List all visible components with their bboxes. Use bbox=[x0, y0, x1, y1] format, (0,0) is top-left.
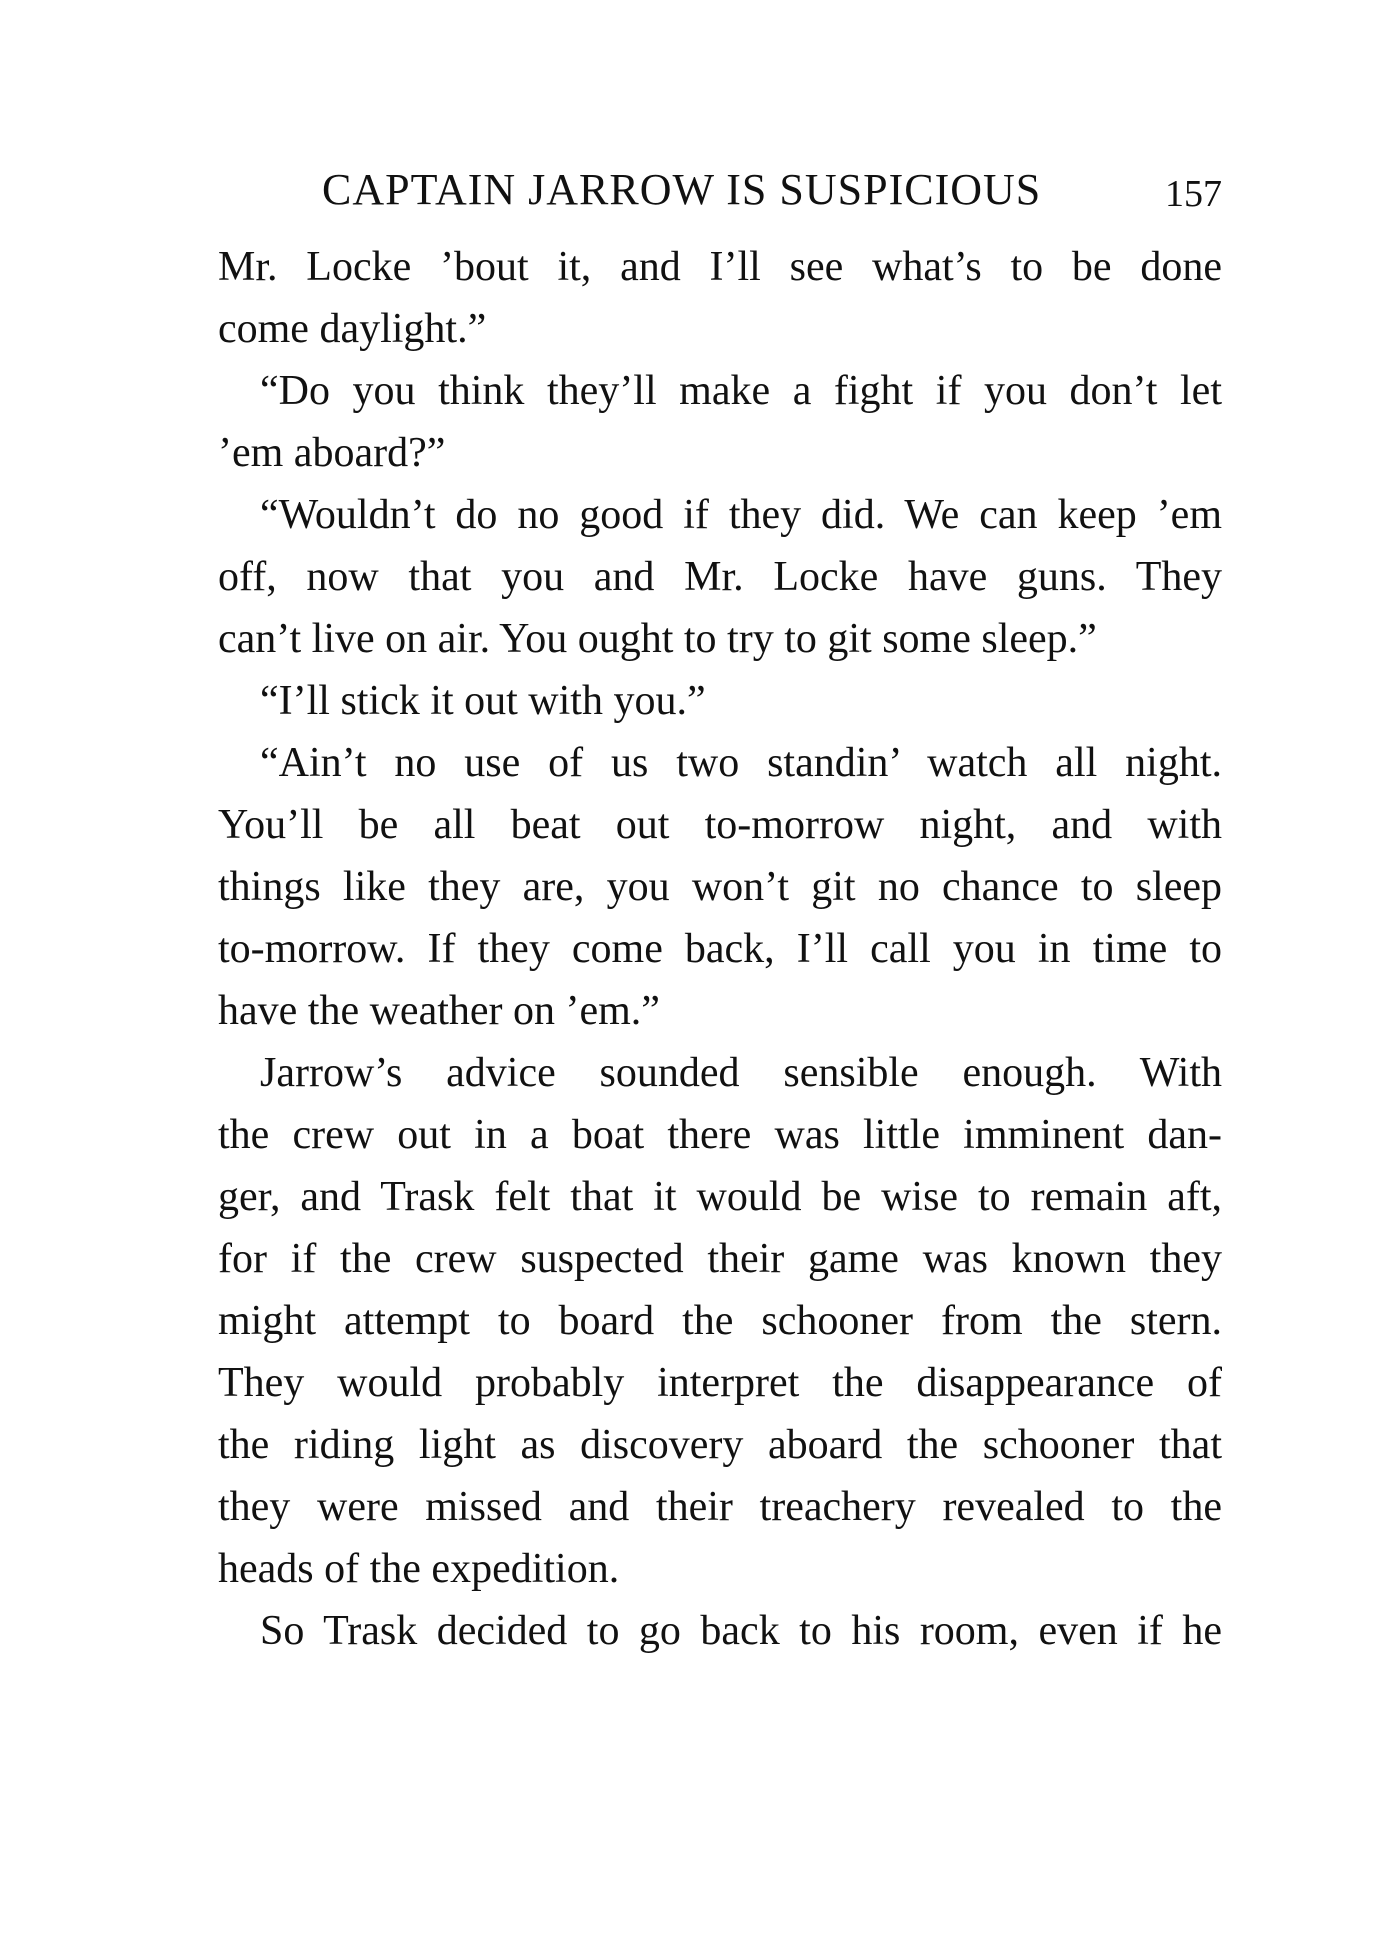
text-line: the riding light as discovery aboard the schooner that bbox=[218, 1422, 1222, 1468]
text-line: have the weather on ’em.” bbox=[218, 988, 660, 1034]
text-line: the crew out in a boat there was little imminent dan- bbox=[218, 1112, 1222, 1158]
text-line: can’t live on air. You ought to try to git some sleep.” bbox=[218, 616, 1097, 662]
text-line: they were missed and their treachery revealed to the bbox=[218, 1484, 1222, 1530]
text-line: come daylight.” bbox=[218, 306, 487, 352]
page-number: 157 bbox=[1165, 173, 1222, 215]
text-line: ger, and Trask felt that it would be wise to remain aft, bbox=[218, 1174, 1222, 1220]
paragraph bbox=[218, 1600, 1222, 1662]
paragraph bbox=[218, 484, 1222, 670]
paragraph bbox=[218, 360, 1222, 484]
text-line: for if the crew suspected their game was known they bbox=[218, 1236, 1222, 1282]
text-line: “Wouldn’t do no good if they did. We can keep ’em bbox=[260, 492, 1222, 538]
text-line: off, now that you and Mr. Locke have guns. They bbox=[218, 554, 1222, 600]
text-line: You’ll be all beat out to-morrow night, and with bbox=[218, 802, 1222, 848]
text-line: ’em aboard?” bbox=[218, 430, 446, 476]
text-line: “I’ll stick it out with you.” bbox=[260, 678, 706, 724]
running-title: CAPTAIN JARROW IS SUSPICIOUS bbox=[322, 165, 1042, 214]
paragraph bbox=[218, 670, 1222, 732]
body-text bbox=[218, 236, 1222, 1662]
text-line: might attempt to board the schooner from the stern. bbox=[218, 1298, 1222, 1344]
text-line: Mr. Locke ’bout it, and I’ll see what’s to be done bbox=[218, 244, 1222, 290]
text-line: “Ain’t no use of us two standin’ watch all night. bbox=[260, 740, 1222, 786]
text-line: heads of the expedition. bbox=[218, 1546, 620, 1592]
text-line: “Do you think they’ll make a fight if you don’t let bbox=[260, 368, 1222, 414]
paragraph bbox=[218, 732, 1222, 1042]
paragraph bbox=[218, 1042, 1222, 1600]
text-line: Jarrow’s advice sounded sensible enough. With bbox=[260, 1050, 1222, 1096]
text-line: things like they are, you won’t git no chance to sleep bbox=[218, 864, 1222, 910]
text-line: to-morrow. If they come back, I’ll call you in time to bbox=[218, 926, 1222, 972]
text-line: They would probably interpret the disappearance of bbox=[218, 1360, 1222, 1406]
running-head bbox=[322, 160, 1222, 220]
paragraph bbox=[218, 236, 1222, 360]
text-line: So Trask decided to go back to his room, even if he bbox=[260, 1608, 1222, 1654]
